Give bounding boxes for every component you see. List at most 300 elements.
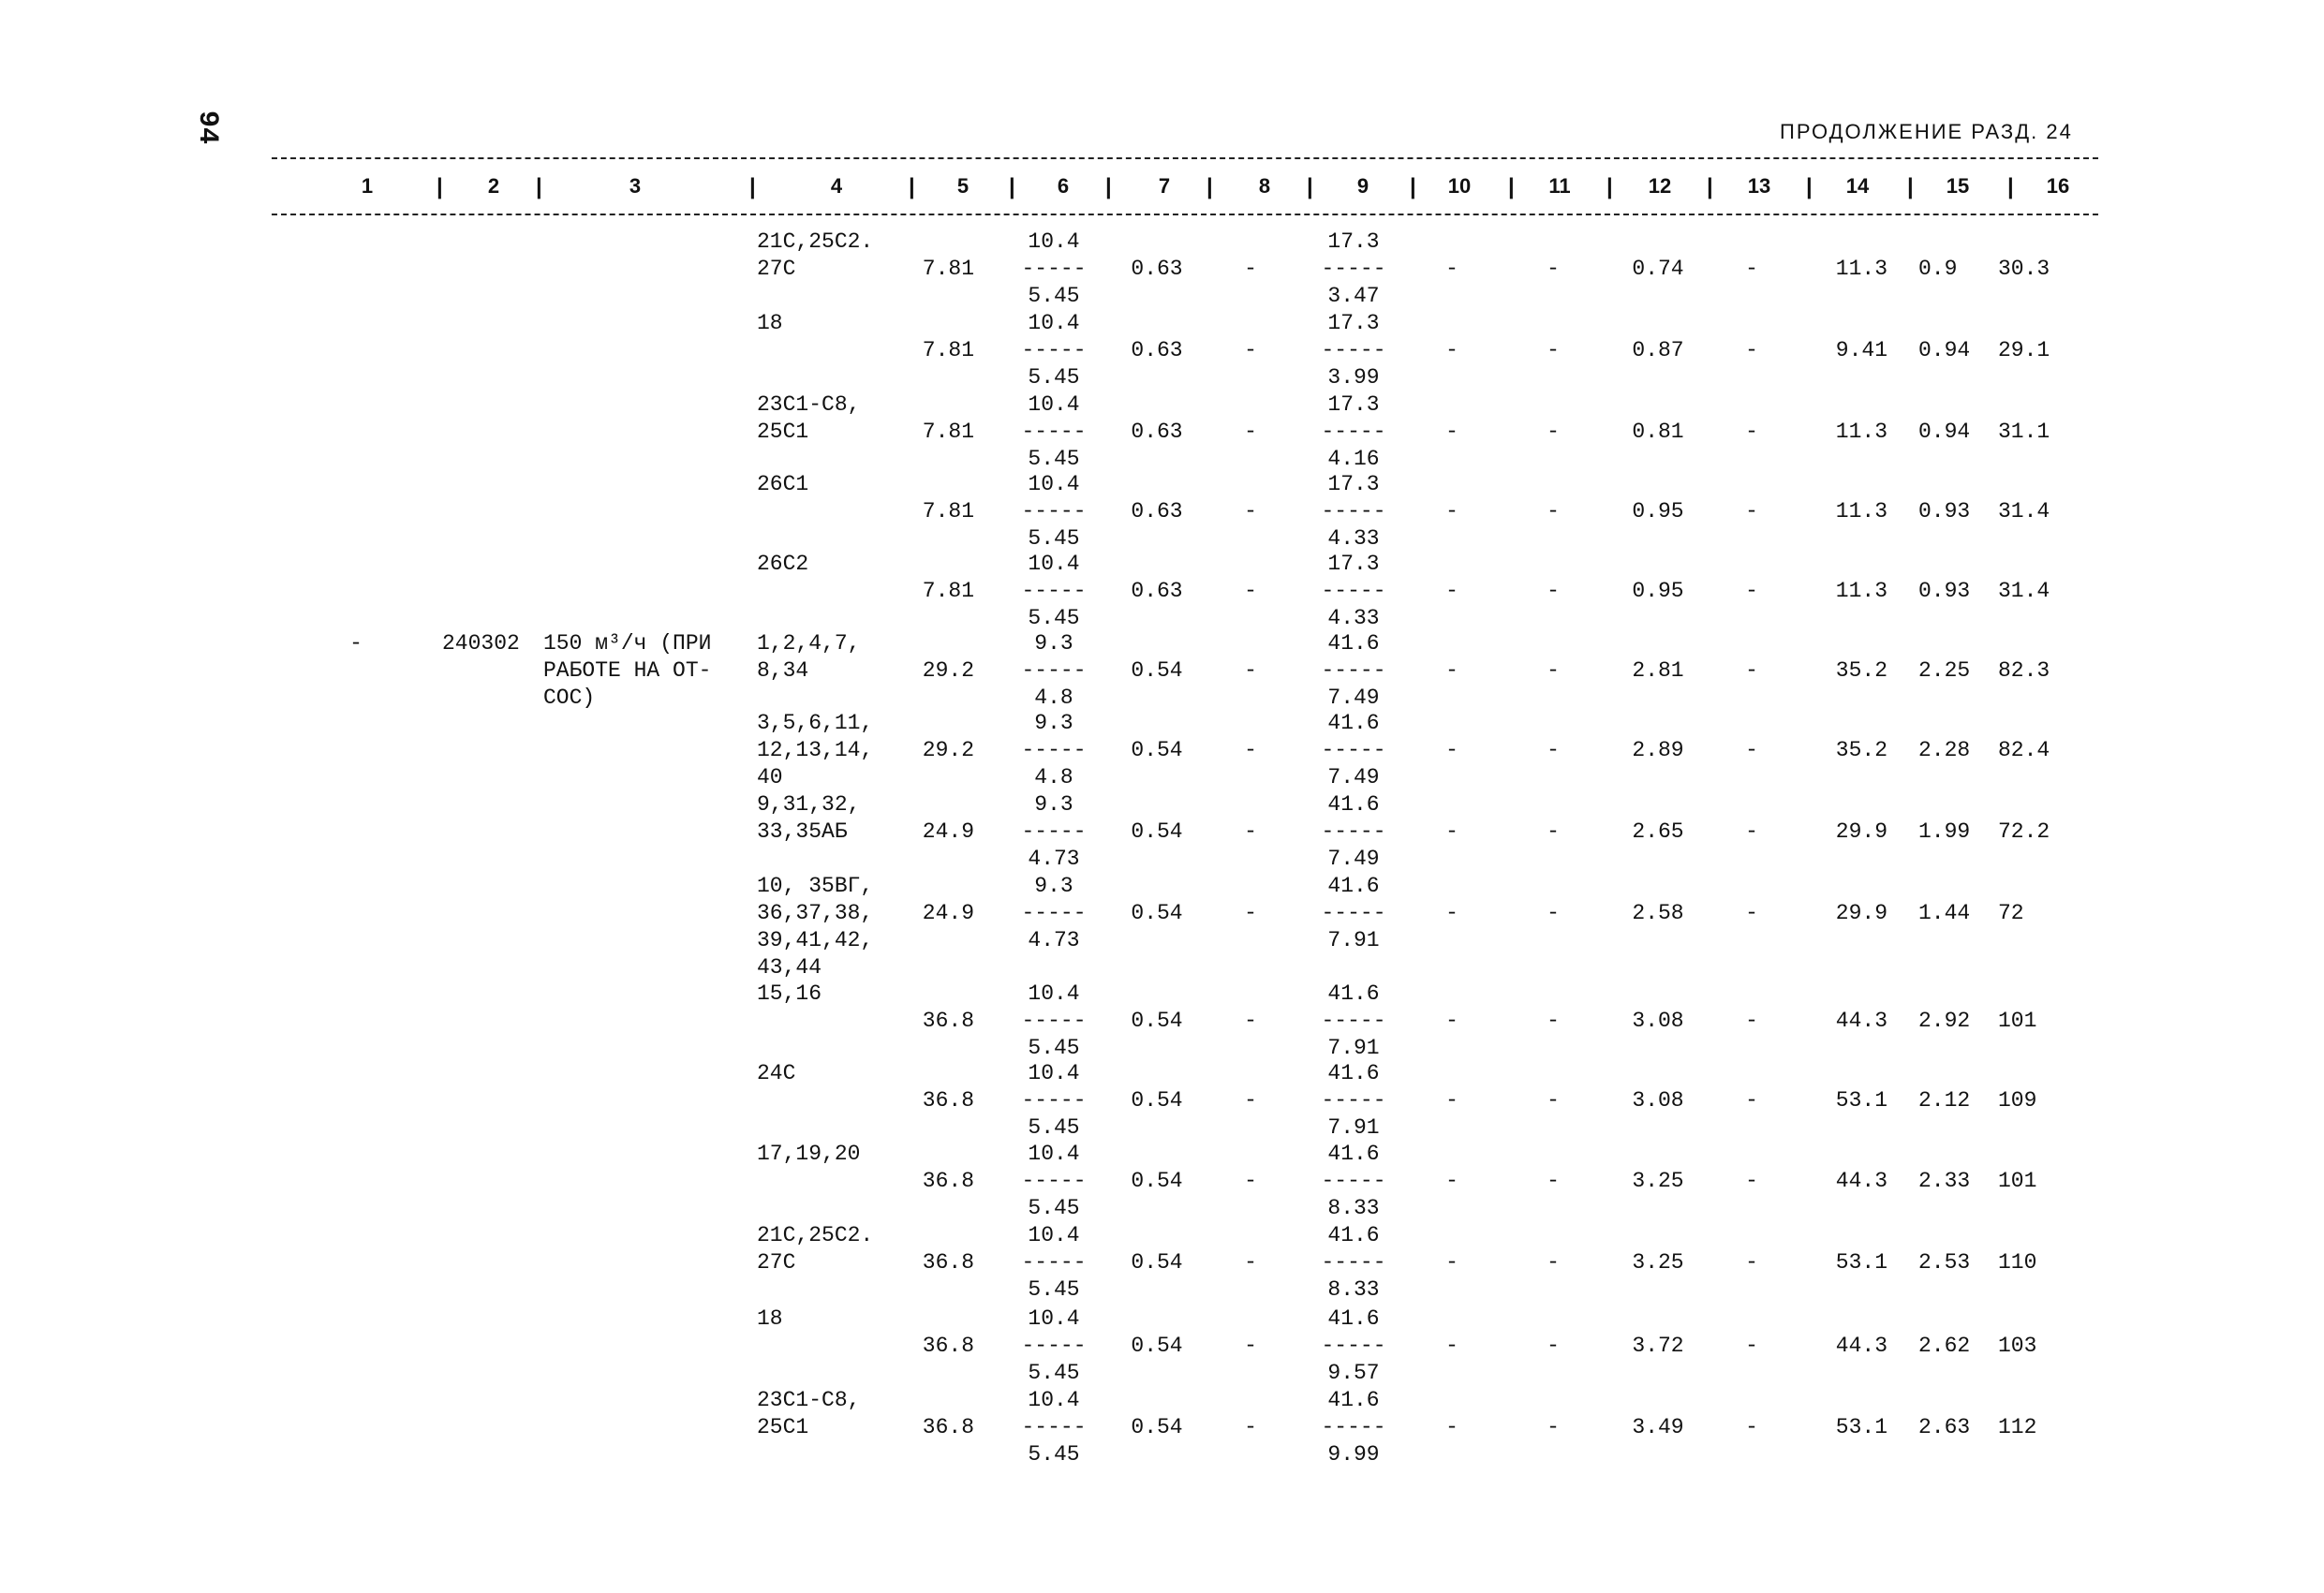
row-col12: 0.95	[1632, 499, 1684, 524]
fraction-line: -----	[1321, 1334, 1386, 1358]
row-col11: -	[1547, 1415, 1560, 1439]
group-description: РАБОТЕ НА ОТ-	[543, 658, 712, 683]
row-col8: -	[1244, 420, 1257, 444]
row-col11: -	[1547, 499, 1560, 524]
row-col5: 36.8	[922, 1415, 974, 1439]
row-col8: -	[1244, 499, 1257, 524]
row-col9-numerator: 17.3	[1327, 229, 1380, 254]
row-col5: 24.9	[922, 819, 974, 844]
column-header: 11	[1548, 174, 1571, 198]
row-col11: -	[1547, 1009, 1560, 1033]
row-col6-numerator: 10.4	[1028, 472, 1080, 496]
fraction-line: -----	[1321, 1009, 1386, 1033]
row-col13: -	[1745, 499, 1758, 524]
row-col6-numerator: 10.4	[1028, 229, 1080, 254]
row-col13: -	[1745, 1009, 1758, 1033]
row-col10: -	[1445, 420, 1458, 444]
row-designation: 1,2,4,7,	[757, 631, 861, 656]
row-col16: 101	[1998, 1169, 2037, 1193]
row-col5: 7.81	[922, 579, 974, 603]
column-header: 12	[1648, 174, 1672, 198]
row-col6-numerator: 10.4	[1028, 1388, 1080, 1412]
row-col6-numerator: 9.3	[1034, 792, 1073, 817]
row-col11: -	[1547, 338, 1560, 362]
row-col9-denominator: 3.99	[1327, 365, 1380, 390]
row-col5: 24.9	[922, 901, 974, 925]
column-header: 16	[2046, 174, 2070, 198]
row-designation: 24С	[757, 1061, 796, 1085]
fraction-line: -----	[1021, 1169, 1087, 1193]
column-separator: |	[2007, 174, 2014, 199]
row-col16: 101	[1998, 1009, 2037, 1033]
row-col11: -	[1547, 257, 1560, 281]
row-col6-numerator: 10.4	[1028, 1142, 1080, 1166]
row-col16: 31.1	[1998, 420, 2050, 444]
row-col9-numerator: 41.6	[1327, 711, 1380, 735]
row-col6-denominator: 4.8	[1034, 765, 1073, 789]
row-col8: -	[1244, 1334, 1257, 1358]
row-col15: 0.94	[1918, 420, 1971, 444]
row-col15: 2.28	[1918, 738, 1971, 762]
row-col16: 30.3	[1998, 257, 2050, 281]
fraction-line: -----	[1321, 499, 1386, 524]
row-col6-denominator: 5.45	[1028, 606, 1080, 630]
row-col6-numerator: 9.3	[1034, 631, 1073, 656]
row-col5: 29.2	[922, 738, 974, 762]
column-header: 4	[830, 174, 843, 198]
row-col12: 2.89	[1632, 738, 1684, 762]
row-col7: 0.54	[1131, 1250, 1183, 1275]
row-col8: -	[1244, 1415, 1257, 1439]
column-header: 3	[629, 174, 642, 198]
fraction-line: -----	[1321, 257, 1386, 281]
row-col9-numerator: 41.6	[1327, 1388, 1380, 1412]
row-col16: 72	[1998, 901, 2024, 925]
row-col6-denominator: 5.45	[1028, 1115, 1080, 1140]
row-designation: 12,13,14,	[757, 738, 874, 762]
row-col9-denominator: 7.49	[1327, 847, 1380, 871]
row-col13: -	[1745, 1334, 1758, 1358]
column-separator: |	[1508, 174, 1515, 199]
row-col5: 36.8	[922, 1169, 974, 1193]
row-col16: 110	[1998, 1250, 2037, 1275]
row-col11: -	[1547, 1088, 1560, 1113]
row-col15: 0.93	[1918, 579, 1971, 603]
row-col6-denominator: 5.45	[1028, 1277, 1080, 1302]
row-col8: -	[1244, 338, 1257, 362]
row-col9-denominator: 9.99	[1327, 1442, 1380, 1467]
row-col8: -	[1244, 819, 1257, 844]
row-col11: -	[1547, 1334, 1560, 1358]
fraction-line: -----	[1021, 738, 1087, 762]
row-designation: 25С1	[757, 1415, 809, 1439]
row-col6-numerator: 10.4	[1028, 1223, 1080, 1247]
row-col16: 109	[1998, 1088, 2037, 1113]
row-col13: -	[1745, 1088, 1758, 1113]
fraction-line: -----	[1021, 1334, 1087, 1358]
fraction-line: -----	[1021, 658, 1087, 683]
group-marker: -	[349, 631, 363, 656]
row-col6-numerator: 10.4	[1028, 552, 1080, 576]
column-separator: |	[1806, 174, 1813, 199]
row-col6-numerator: 9.3	[1034, 874, 1073, 898]
row-col12: 3.25	[1632, 1250, 1684, 1275]
row-col14: 44.3	[1835, 1169, 1887, 1193]
row-col14: 11.3	[1835, 579, 1887, 603]
group-description: СОС)	[543, 686, 596, 710]
row-designation: 10, 35ВГ,	[757, 874, 874, 898]
row-designation: 8,34	[757, 658, 809, 683]
row-col6-denominator: 5.45	[1028, 1196, 1080, 1220]
column-header: 6	[1057, 174, 1070, 198]
row-col11: -	[1547, 420, 1560, 444]
row-col6-denominator: 5.45	[1028, 526, 1080, 551]
row-col10: -	[1445, 1250, 1458, 1275]
row-designation: 36,37,38,	[757, 901, 874, 925]
fraction-line: -----	[1321, 738, 1386, 762]
top-rule	[272, 157, 2098, 159]
row-designation: 39,41,42,	[757, 928, 874, 952]
row-col7: 0.54	[1131, 1334, 1183, 1358]
row-col16: 31.4	[1998, 579, 2050, 603]
row-col7: 0.63	[1131, 420, 1183, 444]
row-col8: -	[1244, 579, 1257, 603]
row-designation: 40	[757, 765, 783, 789]
row-col7: 0.63	[1131, 338, 1183, 362]
row-col13: -	[1745, 338, 1758, 362]
row-col15: 1.44	[1918, 901, 1971, 925]
row-col8: -	[1244, 1009, 1257, 1033]
column-separator: |	[1009, 174, 1015, 199]
row-col7: 0.54	[1131, 658, 1183, 683]
fraction-line: -----	[1321, 901, 1386, 925]
column-header: 10	[1447, 174, 1472, 198]
row-col14: 29.9	[1835, 901, 1887, 925]
row-col14: 11.3	[1835, 420, 1887, 444]
row-col10: -	[1445, 819, 1458, 844]
column-header: 7	[1158, 174, 1171, 198]
fraction-line: -----	[1021, 338, 1087, 362]
fraction-line: -----	[1321, 1088, 1386, 1113]
row-designation: 18	[757, 311, 783, 335]
row-col8: -	[1244, 901, 1257, 925]
column-separator: |	[1105, 174, 1112, 199]
row-col9-denominator: 4.33	[1327, 606, 1380, 630]
row-col5: 7.81	[922, 338, 974, 362]
group-code: 240302	[442, 631, 520, 656]
fraction-line: -----	[1321, 1250, 1386, 1275]
row-designation: 26С2	[757, 552, 809, 576]
row-col9-numerator: 17.3	[1327, 311, 1380, 335]
row-col10: -	[1445, 338, 1458, 362]
row-col10: -	[1445, 1088, 1458, 1113]
fraction-line: -----	[1321, 658, 1386, 683]
row-col7: 0.63	[1131, 579, 1183, 603]
row-col16: 72.2	[1998, 819, 2050, 844]
row-col15: 0.9	[1918, 257, 1958, 281]
row-col6-numerator: 10.4	[1028, 981, 1080, 1006]
row-col12: 3.72	[1632, 1334, 1684, 1358]
row-col10: -	[1445, 257, 1458, 281]
row-col9-denominator: 7.91	[1327, 928, 1380, 952]
fraction-line: -----	[1021, 901, 1087, 925]
row-col6-denominator: 5.45	[1028, 447, 1080, 471]
row-col14: 35.2	[1835, 658, 1887, 683]
row-col5: 7.81	[922, 257, 974, 281]
fraction-line: -----	[1021, 420, 1087, 444]
row-col11: -	[1547, 579, 1560, 603]
row-designation: 26С1	[757, 472, 809, 496]
fraction-line: -----	[1321, 1415, 1386, 1439]
row-col14: 29.9	[1835, 819, 1887, 844]
row-col6-numerator: 10.4	[1028, 392, 1080, 417]
row-col6-numerator: 10.4	[1028, 1061, 1080, 1085]
fraction-line: -----	[1321, 338, 1386, 362]
row-col9-denominator: 7.49	[1327, 765, 1380, 789]
row-col8: -	[1244, 738, 1257, 762]
row-col16: 112	[1998, 1415, 2037, 1439]
row-col13: -	[1745, 1250, 1758, 1275]
row-col9-numerator: 41.6	[1327, 1306, 1380, 1331]
row-col10: -	[1445, 901, 1458, 925]
column-header: 9	[1356, 174, 1369, 198]
row-col13: -	[1745, 1169, 1758, 1193]
row-col11: -	[1547, 819, 1560, 844]
row-col9-numerator: 41.6	[1327, 1061, 1380, 1085]
row-col5: 36.8	[922, 1009, 974, 1033]
row-col9-denominator: 7.91	[1327, 1115, 1380, 1140]
row-col8: -	[1244, 658, 1257, 683]
fraction-line: -----	[1321, 1169, 1386, 1193]
row-col7: 0.54	[1131, 901, 1183, 925]
row-col5: 29.2	[922, 658, 974, 683]
fraction-line: -----	[1021, 579, 1087, 603]
row-col9-numerator: 41.6	[1327, 631, 1380, 656]
row-col16: 82.3	[1998, 658, 2050, 683]
column-separator: |	[1307, 174, 1313, 199]
row-col13: -	[1745, 420, 1758, 444]
row-col9-numerator: 17.3	[1327, 552, 1380, 576]
row-col15: 2.92	[1918, 1009, 1971, 1033]
row-col11: -	[1547, 1250, 1560, 1275]
fraction-line: -----	[1021, 499, 1087, 524]
column-separator: |	[1206, 174, 1213, 199]
row-designation: 27С	[757, 1250, 796, 1275]
column-separator: |	[1606, 174, 1613, 199]
row-col10: -	[1445, 579, 1458, 603]
row-designation: 15,16	[757, 981, 822, 1006]
row-col7: 0.54	[1131, 819, 1183, 844]
row-col6-numerator: 10.4	[1028, 1306, 1080, 1331]
row-col11: -	[1547, 1169, 1560, 1193]
row-col6-denominator: 5.45	[1028, 1036, 1080, 1060]
row-designation: 3,5,6,11,	[757, 711, 874, 735]
row-designation: 21С,25С2.	[757, 229, 874, 254]
row-col5: 7.81	[922, 499, 974, 524]
row-col9-numerator: 41.6	[1327, 981, 1380, 1006]
row-col9-denominator: 3.47	[1327, 284, 1380, 308]
row-col8: -	[1244, 1250, 1257, 1275]
fraction-line: -----	[1021, 1009, 1087, 1033]
row-col13: -	[1745, 1415, 1758, 1439]
column-separator: |	[749, 174, 756, 199]
column-header: 8	[1258, 174, 1271, 198]
row-col15: 0.93	[1918, 499, 1971, 524]
row-col7: 0.63	[1131, 257, 1183, 281]
row-col15: 0.94	[1918, 338, 1971, 362]
row-col16: 29.1	[1998, 338, 2050, 362]
row-col6-denominator: 4.73	[1028, 847, 1080, 871]
row-col11: -	[1547, 658, 1560, 683]
row-col12: 0.81	[1632, 420, 1684, 444]
fraction-line: -----	[1021, 1088, 1087, 1113]
column-separator: |	[1907, 174, 1914, 199]
column-separator: |	[1410, 174, 1416, 199]
fraction-line: -----	[1021, 1250, 1087, 1275]
row-col5: 36.8	[922, 1250, 974, 1275]
row-designation: 23С1-С8,	[757, 392, 861, 417]
row-col8: -	[1244, 257, 1257, 281]
row-col16: 31.4	[1998, 499, 2050, 524]
row-designation: 21С,25С2.	[757, 1223, 874, 1247]
row-designation: 43,44	[757, 955, 822, 980]
row-col9-denominator: 8.33	[1327, 1196, 1380, 1220]
row-designation: 9,31,32,	[757, 792, 861, 817]
row-col14: 53.1	[1835, 1415, 1887, 1439]
row-designation: 33,35АБ	[757, 819, 848, 844]
row-col8: -	[1244, 1169, 1257, 1193]
row-col12: 3.08	[1632, 1088, 1684, 1113]
row-designation: 17,19,20	[757, 1142, 861, 1166]
row-col14: 9.41	[1835, 338, 1887, 362]
column-separator: |	[909, 174, 915, 199]
row-col6-denominator: 4.8	[1034, 686, 1073, 710]
fraction-line: -----	[1021, 257, 1087, 281]
row-col6-denominator: 5.45	[1028, 1442, 1080, 1467]
row-col14: 53.1	[1835, 1088, 1887, 1113]
row-col9-denominator: 4.16	[1327, 447, 1380, 471]
row-col12: 2.58	[1632, 901, 1684, 925]
row-col10: -	[1445, 1415, 1458, 1439]
row-col10: -	[1445, 658, 1458, 683]
row-col9-denominator: 8.33	[1327, 1277, 1380, 1302]
fraction-line: -----	[1021, 1415, 1087, 1439]
row-col13: -	[1745, 738, 1758, 762]
row-col14: 53.1	[1835, 1250, 1887, 1275]
row-col15: 2.53	[1918, 1250, 1971, 1275]
row-col10: -	[1445, 499, 1458, 524]
row-col14: 11.3	[1835, 257, 1887, 281]
row-designation: 23С1-С8,	[757, 1388, 861, 1412]
row-col13: -	[1745, 901, 1758, 925]
row-col10: -	[1445, 1169, 1458, 1193]
row-col14: 44.3	[1835, 1334, 1887, 1358]
row-col12: 3.25	[1632, 1169, 1684, 1193]
row-col15: 2.62	[1918, 1334, 1971, 1358]
section-heading: ПРОДОЛЖЕНИЕ РАЗД. 24	[1780, 120, 2073, 143]
row-col9-numerator: 41.6	[1327, 1223, 1380, 1247]
row-col14: 11.3	[1835, 499, 1887, 524]
header-rule	[272, 214, 2098, 215]
row-col12: 2.81	[1632, 658, 1684, 683]
row-col6-denominator: 4.73	[1028, 928, 1080, 952]
fraction-line: -----	[1321, 579, 1386, 603]
column-header: 2	[487, 174, 500, 198]
row-col7: 0.54	[1131, 1088, 1183, 1113]
row-col6-numerator: 9.3	[1034, 711, 1073, 735]
row-col6-numerator: 10.4	[1028, 311, 1080, 335]
row-col12: 0.87	[1632, 338, 1684, 362]
row-col12: 3.08	[1632, 1009, 1684, 1033]
row-col15: 1.99	[1918, 819, 1971, 844]
row-col9-numerator: 41.6	[1327, 792, 1380, 817]
row-col9-numerator: 17.3	[1327, 472, 1380, 496]
row-col9-numerator: 17.3	[1327, 392, 1380, 417]
column-separator: |	[437, 174, 443, 199]
row-col15: 2.12	[1918, 1088, 1971, 1113]
row-col15: 2.33	[1918, 1169, 1971, 1193]
row-col9-numerator: 41.6	[1327, 1142, 1380, 1166]
row-col7: 0.54	[1131, 1415, 1183, 1439]
row-col15: 2.25	[1918, 658, 1971, 683]
column-header: 15	[1946, 174, 1970, 198]
row-col12: 0.74	[1632, 257, 1684, 281]
row-col10: -	[1445, 1009, 1458, 1033]
row-col12: 0.95	[1632, 579, 1684, 603]
row-col16: 103	[1998, 1334, 2037, 1358]
column-header: 5	[956, 174, 970, 198]
row-col5: 7.81	[922, 420, 974, 444]
fraction-line: -----	[1321, 420, 1386, 444]
row-col13: -	[1745, 257, 1758, 281]
column-header: 13	[1747, 174, 1771, 198]
row-col13: -	[1745, 579, 1758, 603]
row-col16: 82.4	[1998, 738, 2050, 762]
fraction-line: -----	[1321, 819, 1386, 844]
row-col9-numerator: 41.6	[1327, 874, 1380, 898]
row-col9-denominator: 7.49	[1327, 686, 1380, 710]
row-col12: 3.49	[1632, 1415, 1684, 1439]
row-col9-denominator: 4.33	[1327, 526, 1380, 551]
row-col9-denominator: 9.57	[1327, 1361, 1380, 1385]
row-col12: 2.65	[1632, 819, 1684, 844]
row-col5: 36.8	[922, 1088, 974, 1113]
row-col14: 44.3	[1835, 1009, 1887, 1033]
row-col14: 35.2	[1835, 738, 1887, 762]
column-separator: |	[536, 174, 542, 199]
row-col9-denominator: 7.91	[1327, 1036, 1380, 1060]
page-number: 94	[191, 111, 223, 145]
group-description: 150 м³/ч (ПРИ	[543, 631, 712, 656]
row-col7: 0.63	[1131, 499, 1183, 524]
row-col8: -	[1244, 1088, 1257, 1113]
row-col6-denominator: 5.45	[1028, 1361, 1080, 1385]
row-designation: 27С	[757, 257, 796, 281]
row-col10: -	[1445, 1334, 1458, 1358]
row-col6-denominator: 5.45	[1028, 365, 1080, 390]
row-col13: -	[1745, 658, 1758, 683]
row-col11: -	[1547, 901, 1560, 925]
row-col7: 0.54	[1131, 738, 1183, 762]
column-header: 14	[1845, 174, 1870, 198]
row-col11: -	[1547, 738, 1560, 762]
row-designation: 25С1	[757, 420, 809, 444]
fraction-line: -----	[1021, 819, 1087, 844]
row-col6-denominator: 5.45	[1028, 284, 1080, 308]
row-col7: 0.54	[1131, 1169, 1183, 1193]
row-col5: 36.8	[922, 1334, 974, 1358]
row-designation: 18	[757, 1306, 783, 1331]
